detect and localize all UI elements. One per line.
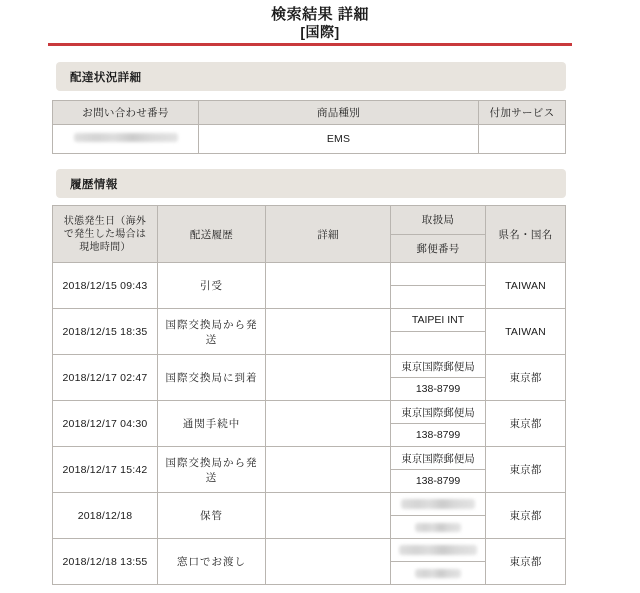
cell-office-name: TAIPEI INT	[391, 309, 485, 332]
table-row	[53, 493, 566, 539]
column-header-region-country: 県名・国名	[486, 206, 566, 263]
column-header-tracking-number: お問い合わせ番号	[53, 101, 199, 125]
table-row	[53, 309, 566, 355]
cell-postal-code: 138-8799	[415, 383, 461, 395]
cell-office-and-postal-code	[391, 355, 486, 401]
cell-office-and-postal-code	[391, 493, 486, 539]
cell-event-date: 2018/12/17 02:47	[53, 355, 158, 401]
cell-postal-code: 138-8799	[415, 429, 461, 441]
column-header-detail: 詳細	[266, 206, 391, 263]
cell-product-type: EMS	[199, 125, 479, 154]
cell-event-date: 2018/12/18 13:55	[53, 539, 158, 585]
cell-event-date: 2018/12/17 15:42	[53, 447, 158, 493]
cell-postal-code	[391, 562, 485, 584]
table-row	[53, 125, 566, 154]
table-header-row-top	[53, 206, 566, 235]
cell-postal-code	[391, 516, 485, 538]
delivery-status-table	[52, 100, 566, 154]
cell-event-date: 2018/12/18	[53, 493, 158, 539]
cell-shipping-history: 国際交換局から発送	[158, 447, 266, 493]
cell-office-name: 東京国際郵便局	[391, 355, 485, 378]
cell-event-date: 2018/12/17 04:30	[53, 401, 158, 447]
column-header-event-date: 状態発生日（海外で発生した場合は現地時間）	[53, 206, 158, 263]
cell-event-date: 2018/12/15 18:35	[53, 309, 158, 355]
redacted-postal-code	[415, 569, 461, 578]
cell-shipping-history: 保管	[158, 493, 266, 539]
cell-region-country: TAIWAN	[486, 263, 566, 309]
cell-shipping-history: 窓口でお渡し	[158, 539, 266, 585]
cell-office-and-postal-code	[391, 539, 486, 585]
redacted-tracking-number	[74, 133, 178, 142]
cell-office-and-postal-code	[391, 401, 486, 447]
section-header-delivery-status	[56, 62, 566, 91]
cell-detail	[266, 263, 391, 309]
cell-office-and-postal-code	[391, 263, 486, 309]
cell-shipping-history: 通関手続中	[158, 401, 266, 447]
redacted-office-name	[399, 545, 477, 555]
cell-region-country: TAIWAN	[486, 309, 566, 355]
page-title: 検索結果 詳細	[271, 6, 369, 23]
cell-postal-code: 138-8799	[415, 475, 461, 487]
cell-office-name: 東京国際郵便局	[391, 447, 485, 470]
cell-region-country: 東京都	[486, 355, 566, 401]
column-header-shipping-history: 配送履歴	[158, 206, 266, 263]
column-header-product-type: 商品種別	[199, 101, 479, 125]
table-row	[53, 539, 566, 585]
cell-office-name	[391, 263, 485, 286]
section-header-history	[56, 169, 566, 198]
cell-detail	[266, 447, 391, 493]
page-subtitle: [国際]	[300, 24, 340, 40]
title-divider-rule	[48, 43, 572, 46]
table-header-row	[53, 101, 566, 125]
cell-region-country: 東京都	[486, 493, 566, 539]
cell-office-and-postal-code	[391, 309, 486, 355]
cell-detail	[266, 493, 391, 539]
column-header-office: 取扱局	[391, 206, 486, 235]
cell-office-name	[391, 539, 485, 562]
cell-detail	[266, 401, 391, 447]
cell-shipping-history: 引受	[158, 263, 266, 309]
cell-shipping-history: 国際交換局に到着	[158, 355, 266, 401]
column-header-postal-code: 郵便番号	[391, 234, 486, 263]
table-row	[53, 401, 566, 447]
table-row	[53, 355, 566, 401]
page-title-block	[0, 0, 640, 41]
redacted-postal-code	[415, 523, 461, 532]
redacted-office-name	[401, 499, 475, 509]
history-table-body	[53, 263, 566, 585]
cell-shipping-history: 国際交換局から発送	[158, 309, 266, 355]
cell-postal-code	[391, 286, 485, 308]
cell-region-country: 東京都	[486, 447, 566, 493]
history-table	[52, 205, 566, 585]
cell-region-country: 東京都	[486, 401, 566, 447]
cell-office-name	[391, 493, 485, 516]
cell-event-date: 2018/12/15 09:43	[53, 263, 158, 309]
cell-detail	[266, 539, 391, 585]
section-header-history-label: 履歴情報	[70, 178, 118, 191]
column-header-additional-service: 付加サービス	[479, 101, 566, 125]
table-row	[53, 447, 566, 493]
cell-office-name: 東京国際郵便局	[391, 401, 485, 424]
table-row	[53, 263, 566, 309]
cell-additional-service	[479, 125, 566, 154]
section-header-delivery-status-label: 配達状況詳細	[70, 71, 142, 84]
cell-detail	[266, 309, 391, 355]
cell-tracking-number	[53, 125, 199, 154]
cell-region-country: 東京都	[486, 539, 566, 585]
cell-postal-code	[391, 332, 485, 354]
cell-detail	[266, 355, 391, 401]
cell-office-and-postal-code	[391, 447, 486, 493]
